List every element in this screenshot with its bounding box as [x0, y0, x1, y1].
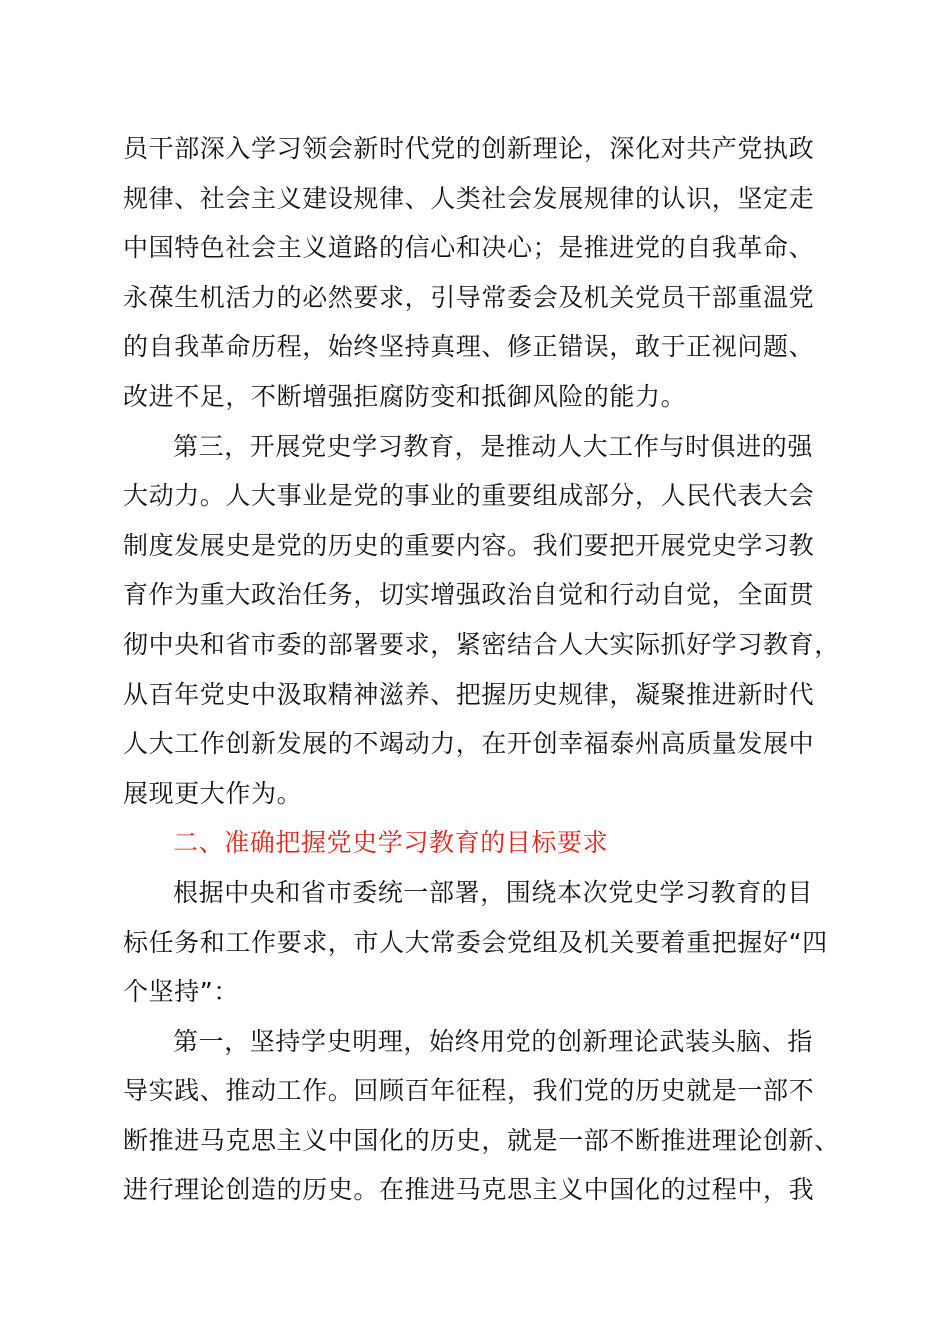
text-line: 制度发展史是党的历史的重要内容。我们要把开展党史学习教: [123, 530, 815, 560]
paragraph-start-line: 第一，坚持学史明理，始终用党的创新理论武装头脑、指: [173, 1026, 814, 1056]
text-line: 导实践、推动工作。回顾百年征程，我们党的历史就是一部不: [123, 1076, 815, 1106]
section-heading: 二、准确把握党史学习教育的目标要求: [173, 828, 609, 858]
text-line: 育作为重大政治任务，切实增强政治自觉和行动自觉，全面贯: [123, 580, 815, 610]
text-line: 从百年党史中汲取精神滋养、把握历史规律，凝聚推进新时代: [123, 679, 815, 709]
text-line: 标任务和工作要求，市人大常委会党组及机关要着重把握好“四: [123, 927, 828, 957]
text-line: 中国特色社会主义道路的信心和决心；是推进党的自我革命、: [123, 233, 815, 263]
text-line: 断推进马克思主义中国化的历史，就是一部不断推进理论创新、: [123, 1125, 840, 1155]
document-body: [123, 124, 843, 1215]
text-line: 展现更大作为。: [123, 778, 303, 808]
paragraph-start-line: 根据中央和省市委统一部署，围绕本次党史学习教育的目: [173, 877, 814, 907]
text-line: 的自我革命历程，始终坚持真理、修正错误，敢于正视问题、: [123, 332, 815, 362]
text-line: 彻中央和省市委的部署要求，紧密结合人大实际抓好学习教育，: [123, 629, 840, 659]
text-line: 进行理论创造的历史。在推进马克思主义中国化的过程中，我: [123, 1175, 815, 1205]
text-line: 人大工作创新发展的不竭动力，在开创幸福泰州高质量发展中: [123, 729, 815, 759]
text-line: 规律、社会主义建设规律、人类社会发展规律的认识，坚定走: [123, 183, 815, 213]
text-line: 永葆生机活力的必然要求，引导常委会及机关党员干部重温党: [123, 282, 815, 312]
text-line: 大动力。人大事业是党的事业的重要组成部分，人民代表大会: [123, 481, 815, 511]
text-line: 员干部深入学习领会新时代党的创新理论，深化对共产党执政: [123, 134, 815, 163]
text-line: 改进不足，不断增强拒腐防变和抵御风险的能力。: [123, 381, 687, 411]
text-line: 个坚持”：: [123, 977, 239, 1007]
paragraph-start-line: 第三，开展党史学习教育，是推动人大工作与时俱进的强: [173, 431, 814, 461]
